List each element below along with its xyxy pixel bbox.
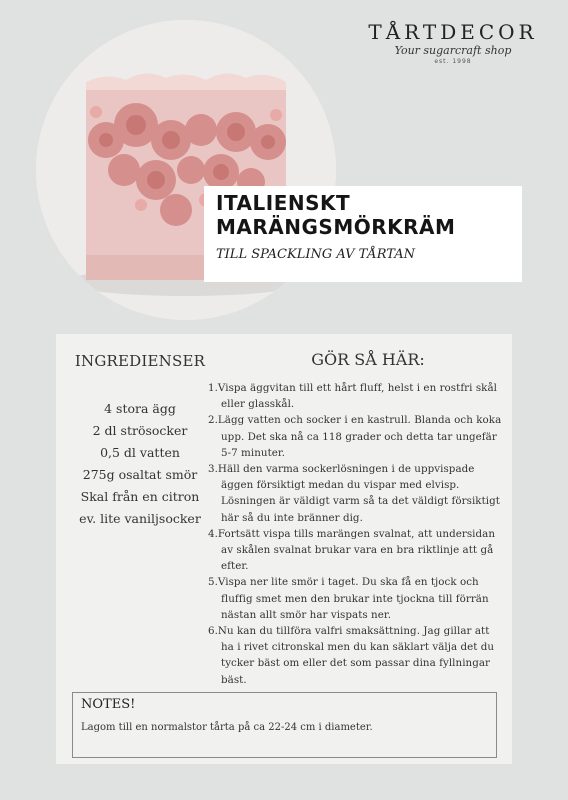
page-title-line2: MARÄNGSMÖRKRÄM [216,215,456,239]
notes-box [72,692,497,758]
page-title-line1: ITALIENSKT [216,191,351,215]
ingredients-heading: INGREDIENSER [74,352,206,370]
brand-logo [348,20,558,65]
ingredient-item: 0,5 dl vatten [100,445,180,460]
method-heading: GÖR SÅ HÄR: [311,350,425,369]
notes-heading: NOTES! [81,697,136,712]
ingredient-item: 275g osaltat smör [82,467,198,482]
brand-name: TÅRTDECOR [368,20,538,44]
method-step: 4.Fortsätt vispa tills marängen svalnat, att undersidan av skålen svalnat brukar vara en bra riktlinje att gå efter. [208,527,496,573]
ingredient-item: 4 stora ägg [104,401,176,416]
ingredient-item: 2 dl strösocker [92,423,188,438]
ingredient-item: Skal från en citron [80,489,200,504]
ingredients-list [56,398,224,530]
page-subtitle: TILL SPACKLING AV TÅRTAN [216,247,415,262]
title-box [204,186,522,282]
method-steps [208,380,504,688]
method-step: 3.Häll den varma sockerlösningen i de uppvispade äggen försiktigt medan du vispar med elvisp. Lösningen är väldigt varm så ta det väldigt försiktigt här så du inte bränner dig. [208,463,500,524]
brand-est: est. 1998 [434,58,472,65]
notes-text: Lagom till en normalstor tårta på ca 22-24 cm i diameter. [81,722,373,733]
brand-tagline: Your sugarcraft shop [394,44,512,57]
method-step: 2.Lägg vatten och socker i en kastrull. Blanda och koka upp. Det ska nå ca 118 grader och detta tar ungefär 5-7 minuter. [208,414,502,459]
method-step: 5.Vispa ner lite smör i taget. Du ska få en tjock och fluffig smet men den brukar inte tjockna till förrän nästan allt smör har vispats ner. [208,576,489,621]
ingredient-item: ev. lite vaniljsocker [79,511,201,526]
method-step: 6.Nu kan du tillföra valfri smaksättning. Jag gillar att ha i rivet citronskal men du kan säklart välja det du tycker bäst om eller det som passar dina fyllningar bäst. [208,625,495,686]
method-step: 1.Vispa äggvitan till ett hårt fluff, helst i en rostfri skål eller glasskål. [208,382,497,411]
